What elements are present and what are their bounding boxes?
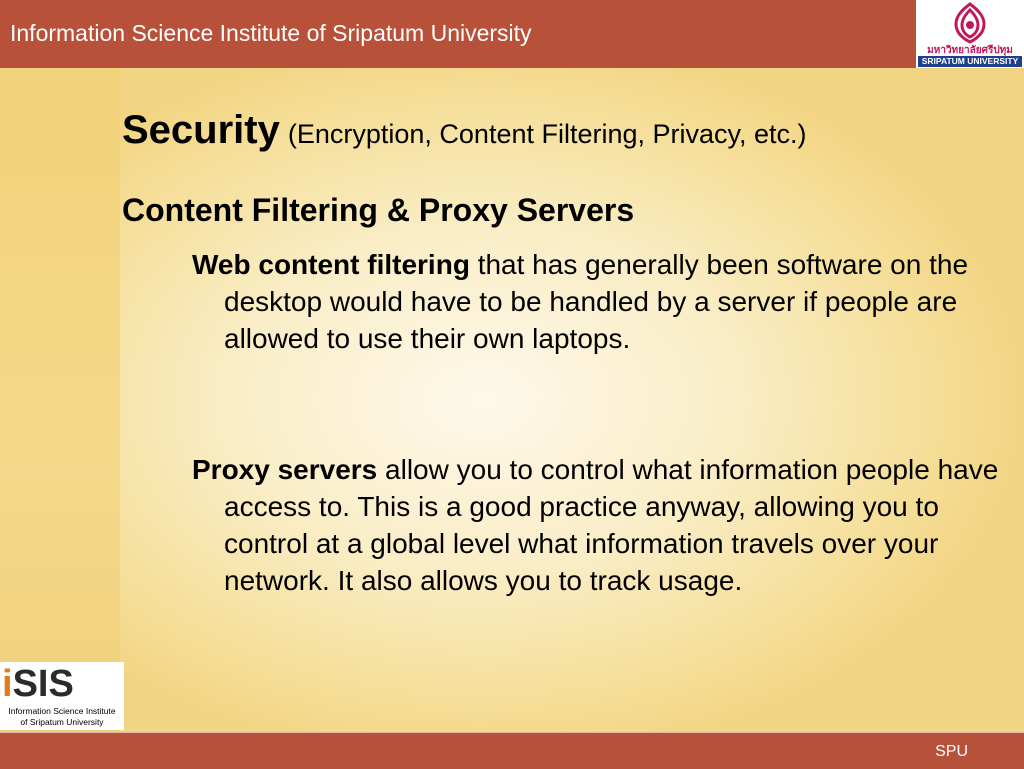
paragraph-body: that has generally been software on the desktop would have to be handled by a server if people are allowed to use their own laptops. bbox=[224, 249, 969, 354]
paragraph-body: allow you to control what information people have access to. This is a good practice anyway, allowing you to control at a global level what information travels over your network. It also allows you to track usage. bbox=[224, 454, 999, 596]
footer-bar bbox=[0, 732, 1024, 769]
spu-lotus-emblem-icon bbox=[948, 2, 992, 44]
isis-logo-line1: Information Science Institute bbox=[8, 706, 116, 716]
section-heading: Content Filtering & Proxy Servers bbox=[122, 192, 635, 228]
isis-logo-line2: of Sripatum University bbox=[20, 717, 104, 727]
left-stripe bbox=[0, 68, 120, 732]
university-logo bbox=[916, 0, 1024, 68]
footer-label: SPU bbox=[935, 743, 968, 760]
logo-thai-text: มหาวิทยาลัยศรีปทุม bbox=[927, 45, 1013, 56]
isis-logo bbox=[0, 662, 124, 730]
paragraph-web-content-filtering bbox=[192, 246, 1004, 357]
header-bar bbox=[0, 0, 916, 68]
slide-title-main: Security bbox=[122, 108, 280, 152]
isis-logo-mark: iSIS bbox=[2, 663, 74, 705]
logo-english-text: SRIPATUM UNIVERSITY bbox=[918, 56, 1022, 67]
paragraph-lead: Web content filtering bbox=[192, 249, 470, 280]
slide-title-subtitle: (Encryption, Content Filtering, Privacy, etc.) bbox=[287, 119, 807, 149]
paragraph-proxy-servers bbox=[192, 451, 1004, 599]
slide-body-background bbox=[120, 68, 1024, 732]
header-title: Information Science Institute of Sripatum University bbox=[10, 20, 532, 46]
paragraph-lead: Proxy servers bbox=[192, 454, 378, 485]
slide-title bbox=[122, 108, 807, 153]
